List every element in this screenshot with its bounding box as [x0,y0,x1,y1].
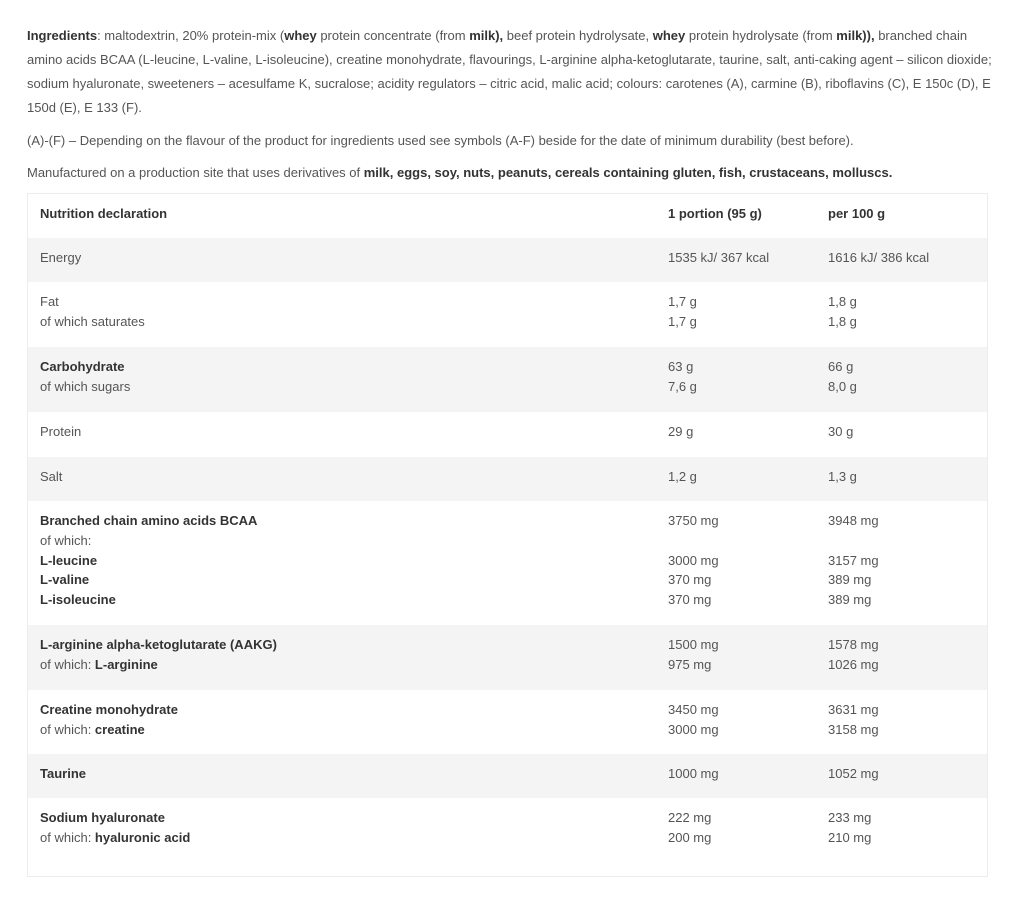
sugars-per-100g: 8,0 g [828,378,857,394]
ingredients-text: beef protein hydrolysate, [506,28,653,43]
fat-portion: 1,7 g [668,294,697,309]
fat-saturates-per-100g: 1,8 g [828,313,857,329]
of-which-prefix: of which: [40,829,95,845]
carbohydrate-portion: 63 g [668,359,694,374]
fat-label: Fat [40,294,59,309]
creatine-monohydrate-label: Creatine monohydrate [40,702,178,717]
table-row-hyaluronate [28,798,987,876]
creatine-label-cell [40,700,640,740]
symbols-note: (A)-(F) – Depending on the flavour of the product for ingredients used see symbols (A-F) beside for the date of minimum durability (best before). [27,133,854,148]
arginine-label [40,655,640,675]
valine-label: L-valine [40,572,90,588]
hyaluronate-per-100g: 233 mg [828,810,872,825]
leucine-label: L-leucine [40,552,98,568]
hyaluronate-portion-cell [668,808,818,848]
energy-label: Energy [40,250,82,265]
fat-per-100g: 1,8 g [828,294,857,309]
carbohydrate-per-100g: 66 g [828,359,854,374]
leucine-per-100g: 3157 mg [828,552,879,568]
hyaluronic-acid-name: hyaluronic acid [94,829,191,845]
valine-per-100g: 389 mg [828,572,872,588]
creatine-portion-cell [668,700,818,740]
protein-label: Protein [40,424,82,439]
allergen-list: milk, eggs, soy, nuts, peanuts, cereals containing gluten, fish, crustaceans, molluscs. [363,165,893,180]
sugars-label: of which sugars [40,378,131,394]
energy-per-100g: 1616 kJ/ 386 kcal [828,250,930,265]
allergen-whey: whey [652,28,686,43]
hyaluronate-per-100g-cell [828,808,978,848]
salt-per-100g: 1,3 g [828,469,857,484]
hyaluronate-label: Sodium hyaluronate [40,810,165,825]
carbohydrate-label-cell [40,357,640,397]
aakg-portion: 1500 mg [668,637,719,652]
fat-per-100g-cell [828,292,978,332]
table-row-fat [28,282,987,347]
isoleucine-portion: 370 mg [668,592,712,608]
isoleucine-label: L-isoleucine [40,592,116,608]
arginine-per-100g: 1026 mg [828,656,879,672]
fat-portion-cell [668,292,818,332]
header-nutrition-declaration: Nutrition declaration [40,206,168,221]
creatine-name: creatine [94,721,145,737]
header-portion: 1 portion (95 g) [668,206,762,221]
isoleucine-per-100g: 389 mg [828,592,872,608]
taurine-label: Taurine [40,766,86,781]
creatine-monohydrate-per-100g: 3631 mg [828,702,879,717]
salt-label: Salt [40,469,63,484]
allergen-milk: milk)), [836,28,875,43]
aakg-per-100g-cell [828,635,978,675]
protein-per-100g: 30 g [828,424,854,439]
ingredients-text: protein hydrolysate (from [685,28,837,43]
valine-portion: 370 mg [668,572,712,588]
ingredients-text: branched chain amino acids BCAA (L-leucine, L-valine, L-isoleucine), creatine monohydrate, flavourings, L-arginine alpha-ketoglutarate, taurine, salt, anti-caking agent – silicon dioxide; sodium hyaluronate, sweeteners – acesulfame K, sucralose; acidity regulators – citric acid, malic acid; colours: carotenes (A), carmine (B), riboflavins (C), E 150c (D), E 150d (E), E 133 (F). [27,28,992,115]
ingredients-text: protein concentrate (from [316,28,470,43]
arginine-portion: 975 mg [668,656,712,672]
table-row-bcaa [28,501,987,625]
ingredients-text: : maltodextrin, 20% protein-mix ( [97,28,285,43]
table-row-protein [28,412,987,457]
energy-portion: 1535 kJ/ 367 kcal [668,250,770,265]
aakg-label: L-arginine alpha-ketoglutarate (AAKG) [40,637,277,652]
allergen-milk: milk), [469,28,507,43]
manufacturing-text: Manufactured on a production site that uses derivatives of [27,165,364,180]
taurine-portion: 1000 mg [668,766,719,781]
table-row-aakg [28,625,987,690]
table-row-carbohydrate [28,347,987,412]
bcaa-label: Branched chain amino acids BCAA [40,513,258,528]
allergen-whey: whey [284,28,317,43]
of-which-prefix: of which: [40,721,95,737]
carbohydrate-portion-cell [668,357,818,397]
table-row-taurine [28,754,987,798]
aakg-per-100g: 1578 mg [828,637,879,652]
taurine-per-100g: 1052 mg [828,766,879,781]
aakg-portion-cell [668,635,818,675]
hyaluronic-acid-portion: 200 mg [668,829,712,845]
sugars-portion: 7,6 g [668,378,697,394]
salt-portion: 1,2 g [668,469,697,484]
fat-saturates-portion: 1,7 g [668,313,697,329]
header-per-100g: per 100 g [828,206,886,221]
of-which-prefix: of which: [40,656,95,672]
hyaluronic-acid-per-100g: 210 mg [828,829,872,845]
aakg-label-cell [40,635,640,675]
hyaluronate-portion: 222 mg [668,810,712,825]
manufacturing-note [27,161,992,185]
table-row-salt [28,457,987,501]
bcaa-of-which-label: of which: [40,532,92,548]
nutrition-table [27,193,988,877]
leucine-portion: 3000 mg [668,552,719,568]
bcaa-spacer [668,531,818,551]
creatine-per-100g-cell [828,700,978,740]
arginine-name: L-arginine [94,656,158,672]
ingredients-paragraph [27,24,992,120]
carbohydrate-per-100g-cell [828,357,978,397]
fat-label-cell [40,292,640,332]
creatine-monohydrate-portion: 3450 mg [668,702,719,717]
fat-saturates-label: of which saturates [40,313,145,329]
bcaa-per-100g: 3948 mg [828,513,879,528]
bcaa-label-cell [40,511,640,610]
bcaa-per-100g-cell [828,511,978,610]
ingredients-label: Ingredients [27,28,98,43]
bcaa-spacer [828,531,978,551]
creatine-sub-label [40,720,640,740]
table-row-energy [28,238,987,282]
protein-portion: 29 g [668,424,694,439]
creatine-portion: 3000 mg [668,721,719,737]
table-header-row [28,194,987,238]
bcaa-portion-cell [668,511,818,610]
carbohydrate-label: Carbohydrate [40,359,125,374]
hyaluronic-acid-label [40,828,640,848]
bcaa-portion: 3750 mg [668,513,719,528]
creatine-per-100g: 3158 mg [828,721,879,737]
hyaluronate-label-cell [40,808,640,848]
table-row-creatine [28,690,987,754]
